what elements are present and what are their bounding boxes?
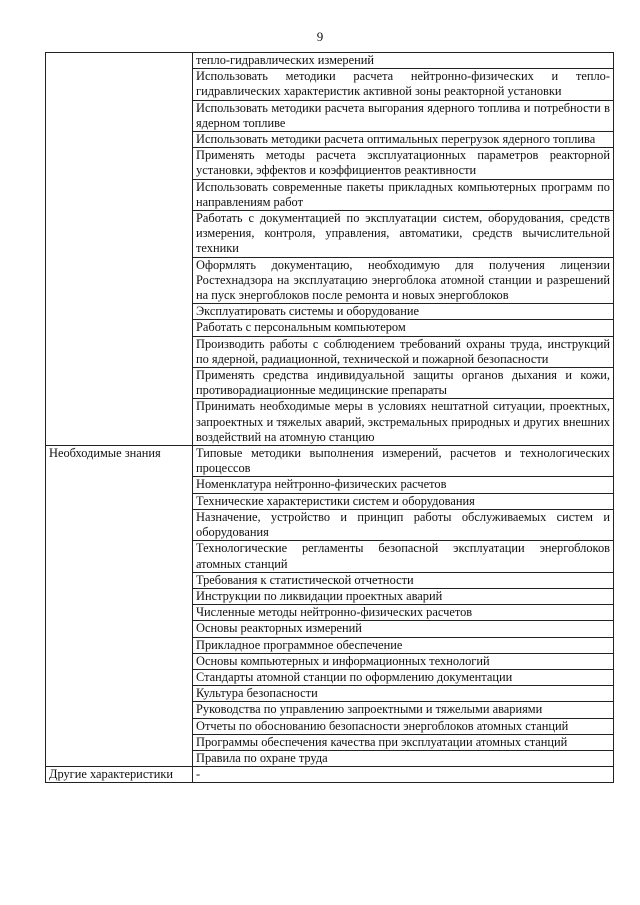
requirement-item: Применять средства индивидуальной защиты органов дыхания и кожи, противорадиационные медицинские препараты [193, 368, 614, 399]
section-label [46, 53, 193, 446]
requirement-item: Культура безопасности [193, 686, 614, 702]
requirement-item: Руководства по управлению запроектными и тяжелыми авариями [193, 702, 614, 718]
requirement-item: Программы обеспечения качества при эксплуатации атомных станций [193, 734, 614, 750]
requirement-item: Оформлять документацию, необходимую для получения лицензии Ростехнадзора на эксплуатацию энергоблока атомной станции и разрешений на пуск энергоблоков после ремонта и новых энергоблоков [193, 257, 614, 304]
requirement-item: Производить работы с соблюдением требований охраны труда, инструкций по ядерной, радиационной, технической и пожарной безопасности [193, 336, 614, 367]
requirement-item: Применять методы расчета эксплуатационных параметров реакторной установки, эффектов и коэффициентов реактивности [193, 148, 614, 179]
requirement-item: Эксплуатировать системы и оборудование [193, 304, 614, 320]
requirement-item: Работать с документацией по эксплуатации систем, оборудования, средств измерения, контроля, управления, автоматики, средств вычислительной техники [193, 211, 614, 258]
requirement-item: Принимать необходимые меры в условиях нештатной ситуации, проектных, запроектных и тяжелых аварий, экстремальных природных и других внешних воздействий на атомную станцию [193, 399, 614, 446]
section-label: Другие характеристики [46, 767, 193, 783]
requirement-item: Назначение, устройство и принцип работы обслуживаемых систем и оборудования [193, 509, 614, 540]
requirement-item: Типовые методики выполнения измерений, расчетов и технологических процессов [193, 446, 614, 477]
requirement-item: Стандарты атомной станции по оформлению документации [193, 669, 614, 685]
requirement-item: тепло-гидравлических измерений [193, 53, 614, 69]
competency-table [45, 52, 614, 783]
requirement-item: Использовать методики расчета выгорания ядерного топлива и потребности в ядерном топливе [193, 100, 614, 131]
table-row [46, 767, 614, 783]
requirement-item: Технологические регламенты безопасной эксплуатации энергоблоков атомных станций [193, 541, 614, 572]
requirement-item: Технические характеристики систем и оборудования [193, 493, 614, 509]
table-row [46, 446, 614, 477]
requirement-item: Использовать методики расчета оптимальных перегрузок ядерного топлива [193, 132, 614, 148]
requirement-item: Работать с персональным компьютером [193, 320, 614, 336]
table-row [46, 53, 614, 69]
requirement-item: Прикладное программное обеспечение [193, 637, 614, 653]
requirement-item: Правила по охране труда [193, 750, 614, 766]
requirement-item: Требования к статистической отчетности [193, 572, 614, 588]
requirement-item: Инструкции по ликвидации проектных аварий [193, 588, 614, 604]
requirement-item: Основы компьютерных и информационных технологий [193, 653, 614, 669]
requirement-item: Численные методы нейтронно-физических расчетов [193, 605, 614, 621]
requirement-item: Основы реакторных измерений [193, 621, 614, 637]
page-number: 9 [316, 29, 324, 44]
requirement-item: Использовать методики расчета нейтронно-физических и тепло-гидравлических характеристик активной зоны реакторной установки [193, 69, 614, 100]
requirement-item: Номенклатура нейтронно-физических расчетов [193, 477, 614, 493]
requirement-item: - [193, 767, 614, 783]
requirement-item: Использовать современные пакеты прикладных компьютерных программ по направлениям работ [193, 179, 614, 210]
requirement-item: Отчеты по обоснованию безопасности энергоблоков атомных станций [193, 718, 614, 734]
section-label: Необходимые знания [46, 446, 193, 767]
